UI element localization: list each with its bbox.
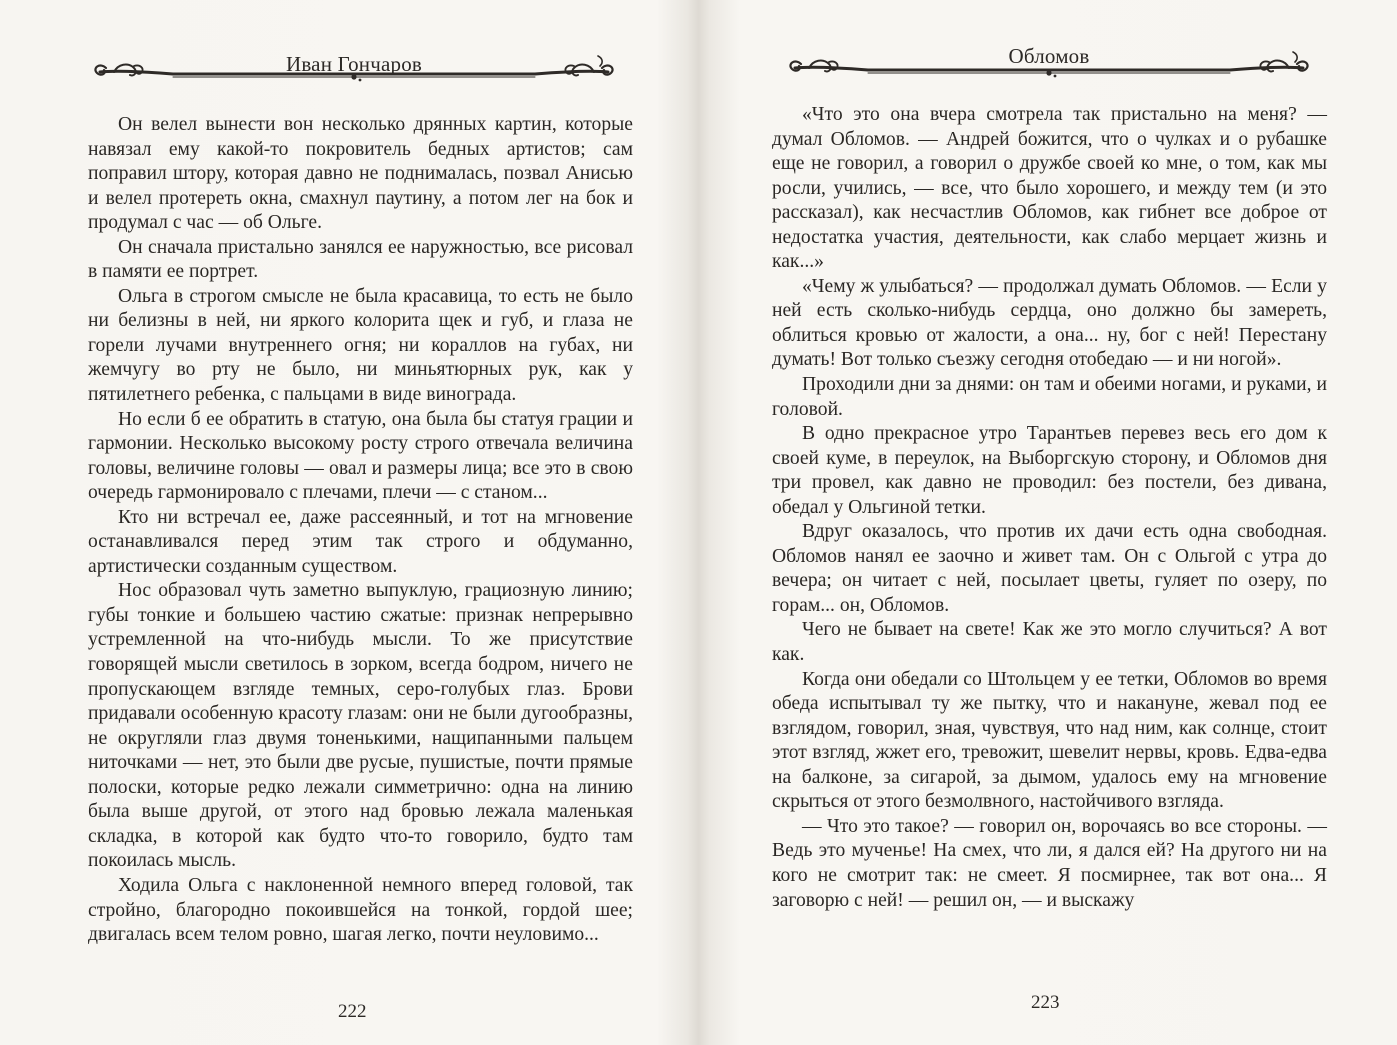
paragraph: Ольга в строгом смысле не была красавица, то есть не было ни белизны в ней, ни яркого колорита щек и губ, и глаза не горели лучами внутреннего огня; ни кораллов на губах, ни жемчугу во рту не было, ни миньятюрных рук, как у пятилетнего ребенка, с пальцами в виде винограда. [88, 285, 633, 406]
paragraph: Проходили дни за днями: он там и обеими ногами, и руками, и головой. [772, 374, 1327, 420]
paragraph: — Что это такое? — говорил он, ворочаясь во все стороны. — Ведь это мученье! На смех, что ли, я дался ей? На другого ни на кого не смотрит так: не смеет. Я посмирнее, так вот она... Я заговорю с ней! — решил он, — и выскажу [772, 815, 1327, 911]
running-title-book: Обломов [1008, 44, 1090, 68]
paragraph: Он сначала пристально занялся ее наружностью, все рисовал в памяти ее портрет. [88, 236, 633, 283]
paragraph: Чего не бывает на свете! Как же это могло случиться? А вот как. [772, 619, 1327, 666]
left-running-header [78, 50, 630, 94]
running-title-author: Иван Гончаров [285, 52, 423, 76]
paragraph: В одно прекрасное утро Тарантьев перевез весь его дом к своей куме, в переулок, на Выборгскую сторону, и Обломов дня три провел, как давно не проводил: без постели, без дивана, обедал у Ольгиной тетки. [772, 423, 1327, 518]
paragraph: Но если б ее обратить в статую, она была бы статуя грации и гармонии. Несколько высокому росту строго отвечала величина головы, величине головы — овал и размеры лица; все это в свою очередь гармонировало с плечами, плечи — с станом... [88, 408, 633, 504]
paragraph: Вдруг оказалось, что против их дачи есть одна свободная. Обломов нанял ее заочно и живет там. Он с Ольгой с утра до вечера; он читает с ней, посылает цветы, гуляет по озеру, по горам... он, Обломов. [772, 521, 1327, 616]
paragraph: Нос образовал чуть заметно выпуклую, грациозную линию; губы тонкие и большею частию сжатые: признак непрерывно устремленной на что-нибудь мысли. То же присутствие говорящей мысли светилось в зорком, всегда бодром, ничего не пропускающем взгляде темных, серо-голубых глаз. Брови придавали особенную красоту глазам: они не были дугообразны, не округляли глаз двумя тоненькими, нащипанными пальцем ниточками — нет, это были две русые, пушистые, почти прямые полоски, которые редко лежали симметрично: одна на линию была выше другой, от этого над бровью лежала маленькая складка, в которой как будто что-то говорило, будто там покоилась мысль. [88, 580, 633, 872]
paragraph: Кто ни встречал ее, даже рассеянный, и тот на мгновение останавливался перед этим так строго и обдуманно, артистически созданным существом. [88, 506, 633, 577]
left-page-text [88, 113, 633, 948]
right-running-header [773, 44, 1325, 94]
paragraph: «Что это она вчера смотрела так пристально на меня? — думал Обломов. — Андрей божится, что о чулках и о рубашке еще не говорил, а говорил о дружбе своей ко мне, о том, как мы росли, учились, — все, что было хорошего, и между тем (и это рассказал), как несчастлив Обломов, как гибнет все доброе от недостатка участия, деятельности, как слабо мерцает жизнь и как...» [772, 104, 1327, 273]
right-page-text [772, 103, 1327, 913]
page-number: 223 [1031, 992, 1060, 1013]
page-number: 222 [338, 1001, 367, 1022]
paragraph: Когда они обедали со Штольцем у ее тетки, Обломов во время обеда испытывал ту же пытку, что и накануне, жевал под ее взглядом, говорил, зная, чувствуя, что над ним, как солнце, стоит этот взгляд, жжет его, тревожит, шевелит нервы, кровь. Едва-едва на балконе, за сигарой, за дымом, удалось ему на мгновение скрыться от этого безмолвного, настойчивого взгляда. [772, 668, 1327, 813]
paragraph: «Чему ж улыбаться? — продолжал думать Обломов. — Если у ней есть сколько-нибудь сердца, оно должно бы замереть, облиться кровью от жалости, а она... ну, бог с ней! Перестану думать! Вот только съезжу сегодня отобедаю — и ни ногой». [772, 275, 1327, 371]
paragraph: Он велел вынести вон несколько дрянных картин, которые навязал ему какой-то покровитель бедных артистов; сам поправил штору, которая давно не поднималась, позвал Анисью и велел протереть окна, смахнул паутину, а потом лег на бок и продумал с час — об Ольге. [88, 114, 633, 234]
left-page [0, 0, 698, 1045]
right-page [699, 0, 1397, 1045]
paragraph: Ходила Ольга с наклоненной немного вперед головой, так стройно, благородно покоившейся на тонкой, гордой шее; двигалась всем телом ровно, шагая легко, почти неуловимо... [88, 874, 633, 946]
